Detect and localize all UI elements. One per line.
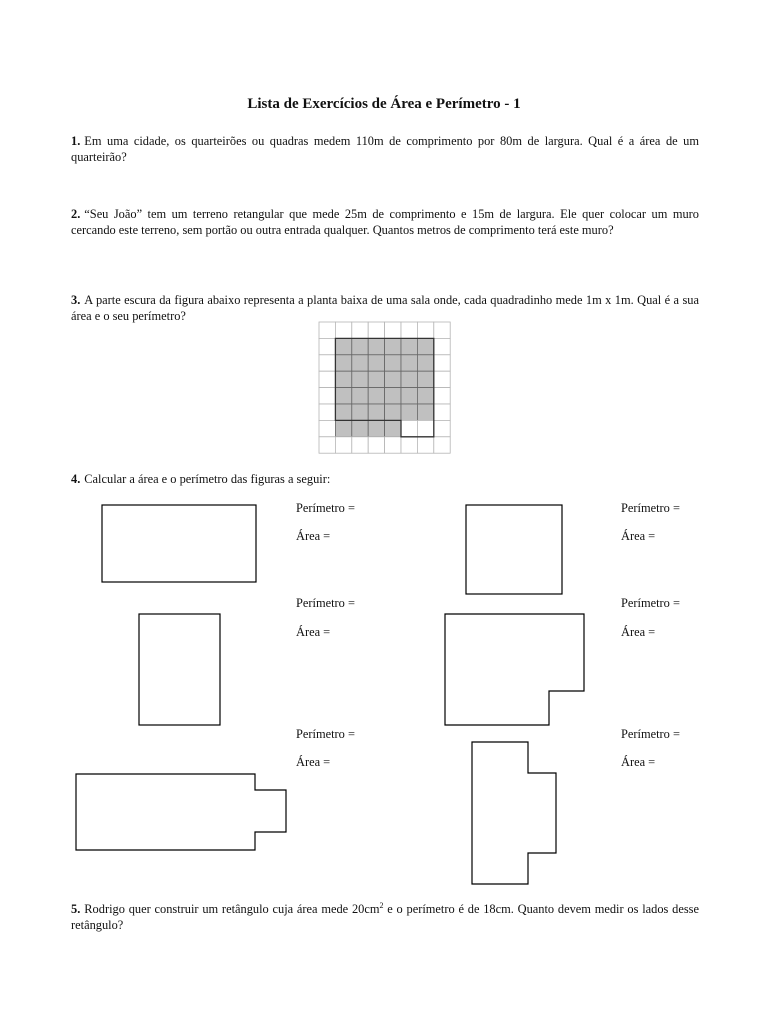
- area-label-3: Área =: [296, 625, 331, 639]
- shape-stepped-tall: [472, 742, 556, 884]
- area-label-1: Área =: [296, 529, 331, 543]
- question-text: A parte escura da figura abaixo representa a planta baixa de uma sala onde, cada quadradinho mede 1m x 1m. Qual é a sua área e o seu perímetro?: [71, 293, 699, 323]
- shape-rectangle-with-tab: [76, 774, 286, 850]
- superscript-exponent: 2: [379, 901, 384, 910]
- shape-rectangle-tall: [139, 614, 220, 725]
- question-number: 4.: [71, 472, 81, 486]
- page-title: Lista de Exercícios de Área e Perímetro - 1: [247, 96, 521, 112]
- shape-rectangle-wide: [102, 505, 256, 582]
- question-text: Calcular a área e o perímetro das figuras a seguir:: [84, 472, 331, 486]
- shape-notched-rectangle: [445, 614, 584, 725]
- question-text-continued: e o perímetro é de 18cm. Quanto devem medir os lados desse retângulo?: [71, 902, 699, 933]
- question-text: Rodrigo quer construir um retângulo cuja área mede 20cm: [84, 902, 380, 917]
- question-number: 1.: [71, 134, 81, 148]
- area-label-4: Área =: [621, 625, 656, 639]
- perimetro-label-4: Perímetro =: [621, 596, 680, 610]
- perimetro-label-2: Perímetro =: [621, 501, 680, 515]
- perimetro-label-5: Perímetro =: [296, 727, 355, 741]
- perimetro-label-3: Perímetro =: [296, 596, 355, 610]
- question-number: 2.: [71, 207, 81, 221]
- perimetro-label-6: Perímetro =: [621, 727, 680, 741]
- area-label-5: Área =: [296, 755, 331, 769]
- question-number: 3.: [71, 293, 81, 307]
- question-text: Em uma cidade, os quarteirões ou quadras medem 110m de comprimento por 80m de largura. Qual é a área de um quarteirão?: [71, 134, 699, 164]
- question-text: “Seu João” tem um terreno retangular que mede 25m de comprimento e 15m de largura. Ele quer colocar um muro cercando este terreno, sem portão ou outra entrada qualquer. Quantos metros de comprimento terá este muro?: [71, 207, 699, 237]
- shape-square: [466, 505, 562, 594]
- area-label-6: Área =: [621, 755, 656, 769]
- area-label-2: Área =: [621, 529, 656, 543]
- perimetro-label-1: Perímetro =: [296, 501, 355, 515]
- question-number: 5.: [71, 902, 81, 917]
